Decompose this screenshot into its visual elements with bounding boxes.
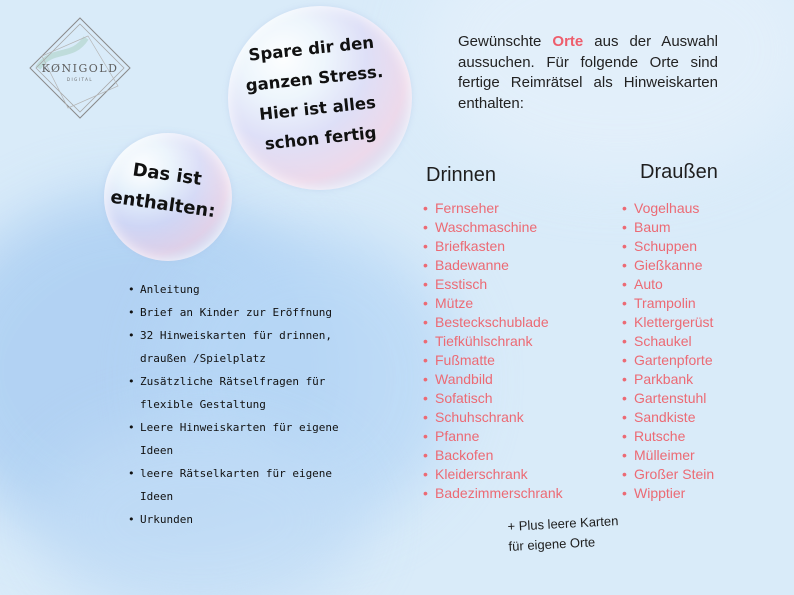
bubble-line: schon fertig <box>263 122 378 154</box>
list-item: • Zusätzliche Rätselfragen für flexible Gestaltung <box>128 370 355 416</box>
bubble-line: enthalten: <box>109 186 217 223</box>
list-item: • Brief an Kinder zur Eröffnung <box>128 301 355 324</box>
list-item: • Klettergerüst <box>622 313 714 332</box>
logo-sub: DIGITAL <box>66 77 94 82</box>
list-item: • Besteckschublade <box>423 313 563 332</box>
plus-note-line: für eigene Orte <box>508 534 596 554</box>
list-item: • Anleitung <box>128 278 355 301</box>
drinnen-heading: Drinnen <box>426 164 497 186</box>
list-item: • Urkunden <box>128 508 355 531</box>
list-item: • Gartenstuhl <box>622 389 714 408</box>
list-item: • Backofen <box>423 446 563 465</box>
intro-highlight: Orte <box>552 33 584 50</box>
list-item: • Großer Stein <box>622 465 714 484</box>
bubble-large-text <box>210 24 421 164</box>
list-item: • Waschmaschine <box>423 218 563 237</box>
list-item: • Baum <box>622 218 714 237</box>
bubble-line: ganzen Stress. <box>244 61 384 96</box>
plus-note-line: + Plus leere Karten <box>507 513 619 534</box>
brand-logo <box>28 16 132 120</box>
list-item: • Pfanne <box>423 427 563 446</box>
bubble-line: Das ist <box>131 159 204 190</box>
draussen-list <box>622 199 714 503</box>
list-item: • Fernseher <box>423 199 563 218</box>
list-item: • Gartenpforte <box>622 351 714 370</box>
list-item: • Auto <box>622 275 714 294</box>
intro-paragraph <box>458 32 718 114</box>
list-item: • Sofatisch <box>423 389 563 408</box>
bubble-line: Hier ist alles <box>258 92 377 124</box>
plus-note <box>507 511 620 557</box>
list-item: • leere Rätselkarten für eigene Ideen <box>128 462 355 508</box>
list-item: • Schuhschrank <box>423 408 563 427</box>
included-list <box>128 278 355 531</box>
list-item: • Gießkanne <box>622 256 714 275</box>
logo-name: KØNIGOLD <box>41 62 119 75</box>
list-item: • Wandbild <box>423 370 563 389</box>
draussen-heading: Draußen <box>640 161 718 183</box>
list-item: • 32 Hinweiskarten für drinnen, draußen /Spielplatz <box>128 324 355 370</box>
bubble-line: Spare dir den <box>247 32 375 65</box>
intro-after: aus der Auswahl aussuchen. Für folgende Orte sind fertige Reimrätsel als Hinweiskarten enthalten: <box>458 33 719 112</box>
list-item: • Briefkasten <box>423 237 563 256</box>
list-item: • Sandkiste <box>622 408 714 427</box>
list-item: • Mülleimer <box>622 446 714 465</box>
list-item: • Fußmatte <box>423 351 563 370</box>
list-item: • Wipptier <box>622 484 714 503</box>
list-item: • Badezimmerschrank <box>423 484 563 503</box>
list-item: • Vogelhaus <box>622 199 714 218</box>
list-item: • Mütze <box>423 294 563 313</box>
list-item: • Trampolin <box>622 294 714 313</box>
drinnen-list <box>423 199 563 503</box>
list-item: • Tiefkühlschrank <box>423 332 563 351</box>
list-item: • Schaukel <box>622 332 714 351</box>
intro-before: Gewünschte <box>458 33 542 50</box>
list-item: • Badewanne <box>423 256 563 275</box>
list-item: • Schuppen <box>622 237 714 256</box>
list-item: • Esstisch <box>423 275 563 294</box>
list-item: • Rutsche <box>622 427 714 446</box>
list-item: • Kleiderschrank <box>423 465 563 484</box>
list-item: • Parkbank <box>622 370 714 389</box>
list-item: • Leere Hinweiskarten für eigene Ideen <box>128 416 355 462</box>
